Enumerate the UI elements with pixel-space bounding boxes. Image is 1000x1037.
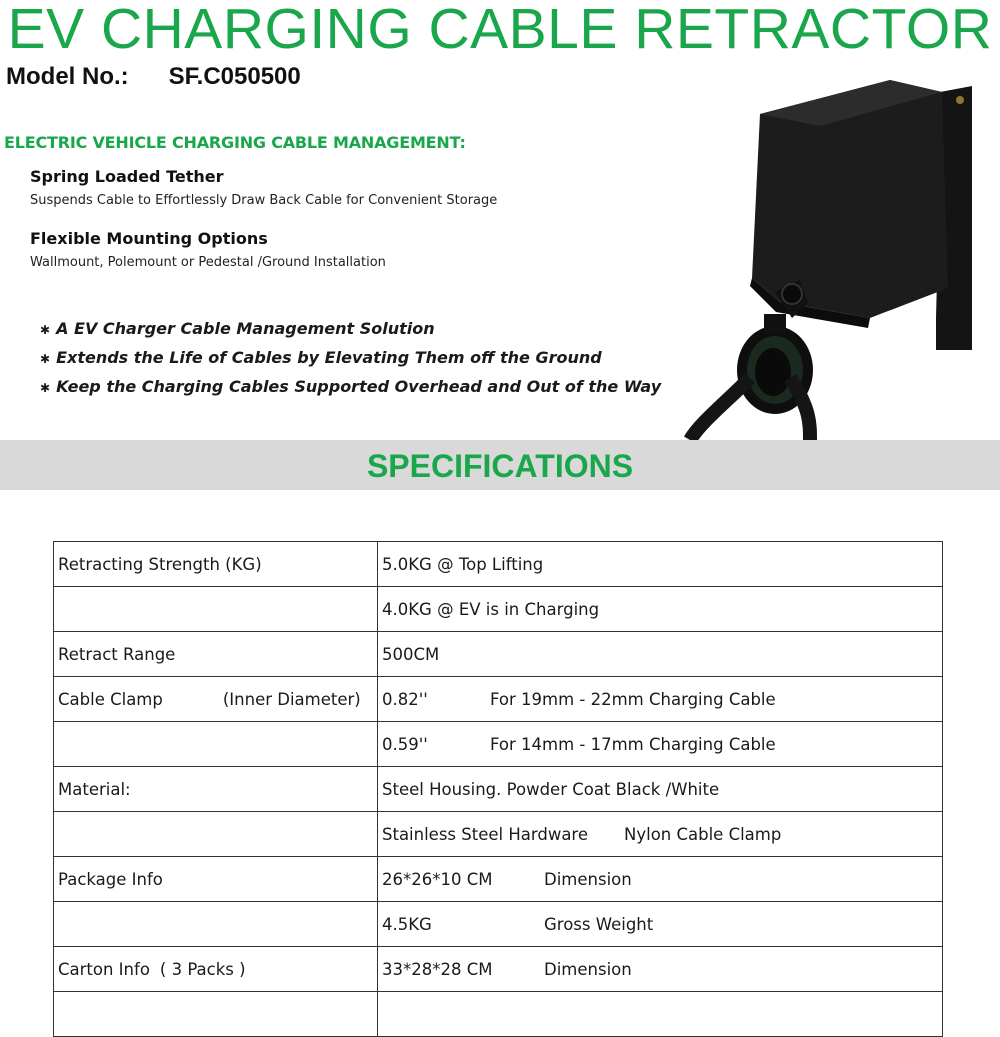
cable-retractor-product-image [680,78,990,440]
spec-label: Retracting Strength (KG) [58,554,262,574]
spec-label: Retract Range [58,644,176,664]
spec-value-note: Dimension [544,959,632,979]
spec-value-cell [378,767,943,812]
spec-label: Material: [58,779,131,799]
spec-label: Carton Info [58,959,150,979]
spec-label-cell [54,902,378,947]
spec-value-cell [378,857,943,902]
table-row [54,902,943,947]
spec-label-cell [54,992,378,1037]
table-row [54,947,943,992]
spec-value-cell [378,587,943,632]
spec-value-note: Nylon Cable Clamp [624,824,782,844]
spec-value: 5.0KG @ Top Lifting [382,554,544,574]
asterisk-icon: ✱ [40,381,51,395]
spec-value-cell [378,632,943,677]
spec-value-cell [378,947,943,992]
spec-label-cell [54,587,378,632]
feature-title-tether: Spring Loaded Tether [30,167,224,186]
spec-label-note: ( 3 Packs ) [159,959,246,979]
spec-value-note: For 14mm - 17mm Charging Cable [490,734,776,754]
spec-value: 0.59'' [382,734,428,754]
specifications-table [53,541,943,1037]
asterisk-icon: ✱ [40,352,51,366]
bullet-item: ✱ Extends the Life of Cables by Elevating Them off the Ground [40,348,602,367]
bullet-item: ✱ Keep the Charging Cables Supported Overhead and Out of the Way [40,377,662,396]
spec-value: Stainless Steel Hardware [382,824,589,844]
spec-label-cell [54,947,378,992]
spec-label-cell [54,632,378,677]
spec-value-cell [378,677,943,722]
feature-desc-mounting: Wallmount, Polemount or Pedestal /Ground Installation [30,255,386,270]
spec-value: 4.0KG @ EV is in Charging [382,599,600,619]
spec-label-cell [54,542,378,587]
spec-label-cell [54,767,378,812]
spec-label: Cable Clamp [58,689,163,709]
table-row [54,722,943,767]
spec-value-cell [378,902,943,947]
table-row [54,767,943,812]
feature-title-mounting: Flexible Mounting Options [30,229,268,248]
spec-value: 500CM [382,644,440,664]
spec-label-cell [54,722,378,767]
spec-value-note: Gross Weight [544,914,654,934]
spec-value-cell [378,812,943,857]
spec-value-cell [378,542,943,587]
page-title: EV CHARGING CABLE RETRACTOR [7,0,993,61]
table-row [54,587,943,632]
spec-value: Steel Housing. Powder Coat Black /White [382,779,720,799]
table-row [54,812,943,857]
spec-value-cell [378,992,943,1037]
intro-heading: ELECTRIC VEHICLE CHARGING CABLE MANAGEMENT: [4,133,466,152]
table-row [54,632,943,677]
model-number: SF.C050500 [168,63,301,90]
specifications-heading: SPECIFICATIONS [366,448,634,484]
bullet-item: ✱ A EV Charger Cable Management Solution [40,319,435,338]
spec-value-note: For 19mm - 22mm Charging Cable [490,689,776,709]
table-row [54,542,943,587]
table-row [54,857,943,902]
spec-value: 26*26*10 CM [382,869,493,889]
spec-label: Package Info [58,869,163,889]
table-row [54,992,943,1037]
model-number-line [6,63,301,91]
spec-label-cell [54,812,378,857]
spec-value-note: Dimension [544,869,632,889]
feature-desc-tether: Suspends Cable to Effortlessly Draw Back Cable for Convenient Storage [30,193,498,208]
spec-label-note: (Inner Diameter) [222,689,361,709]
asterisk-icon: ✱ [40,323,51,337]
spec-value: 33*28*28 CM [382,959,493,979]
model-label: Model No.: [6,63,129,90]
spec-value: 4.5KG [382,914,432,934]
spec-value-cell [378,722,943,767]
spec-label-cell [54,677,378,722]
spec-label-cell [54,857,378,902]
spec-value: 0.82'' [382,689,428,709]
table-row [54,677,943,722]
